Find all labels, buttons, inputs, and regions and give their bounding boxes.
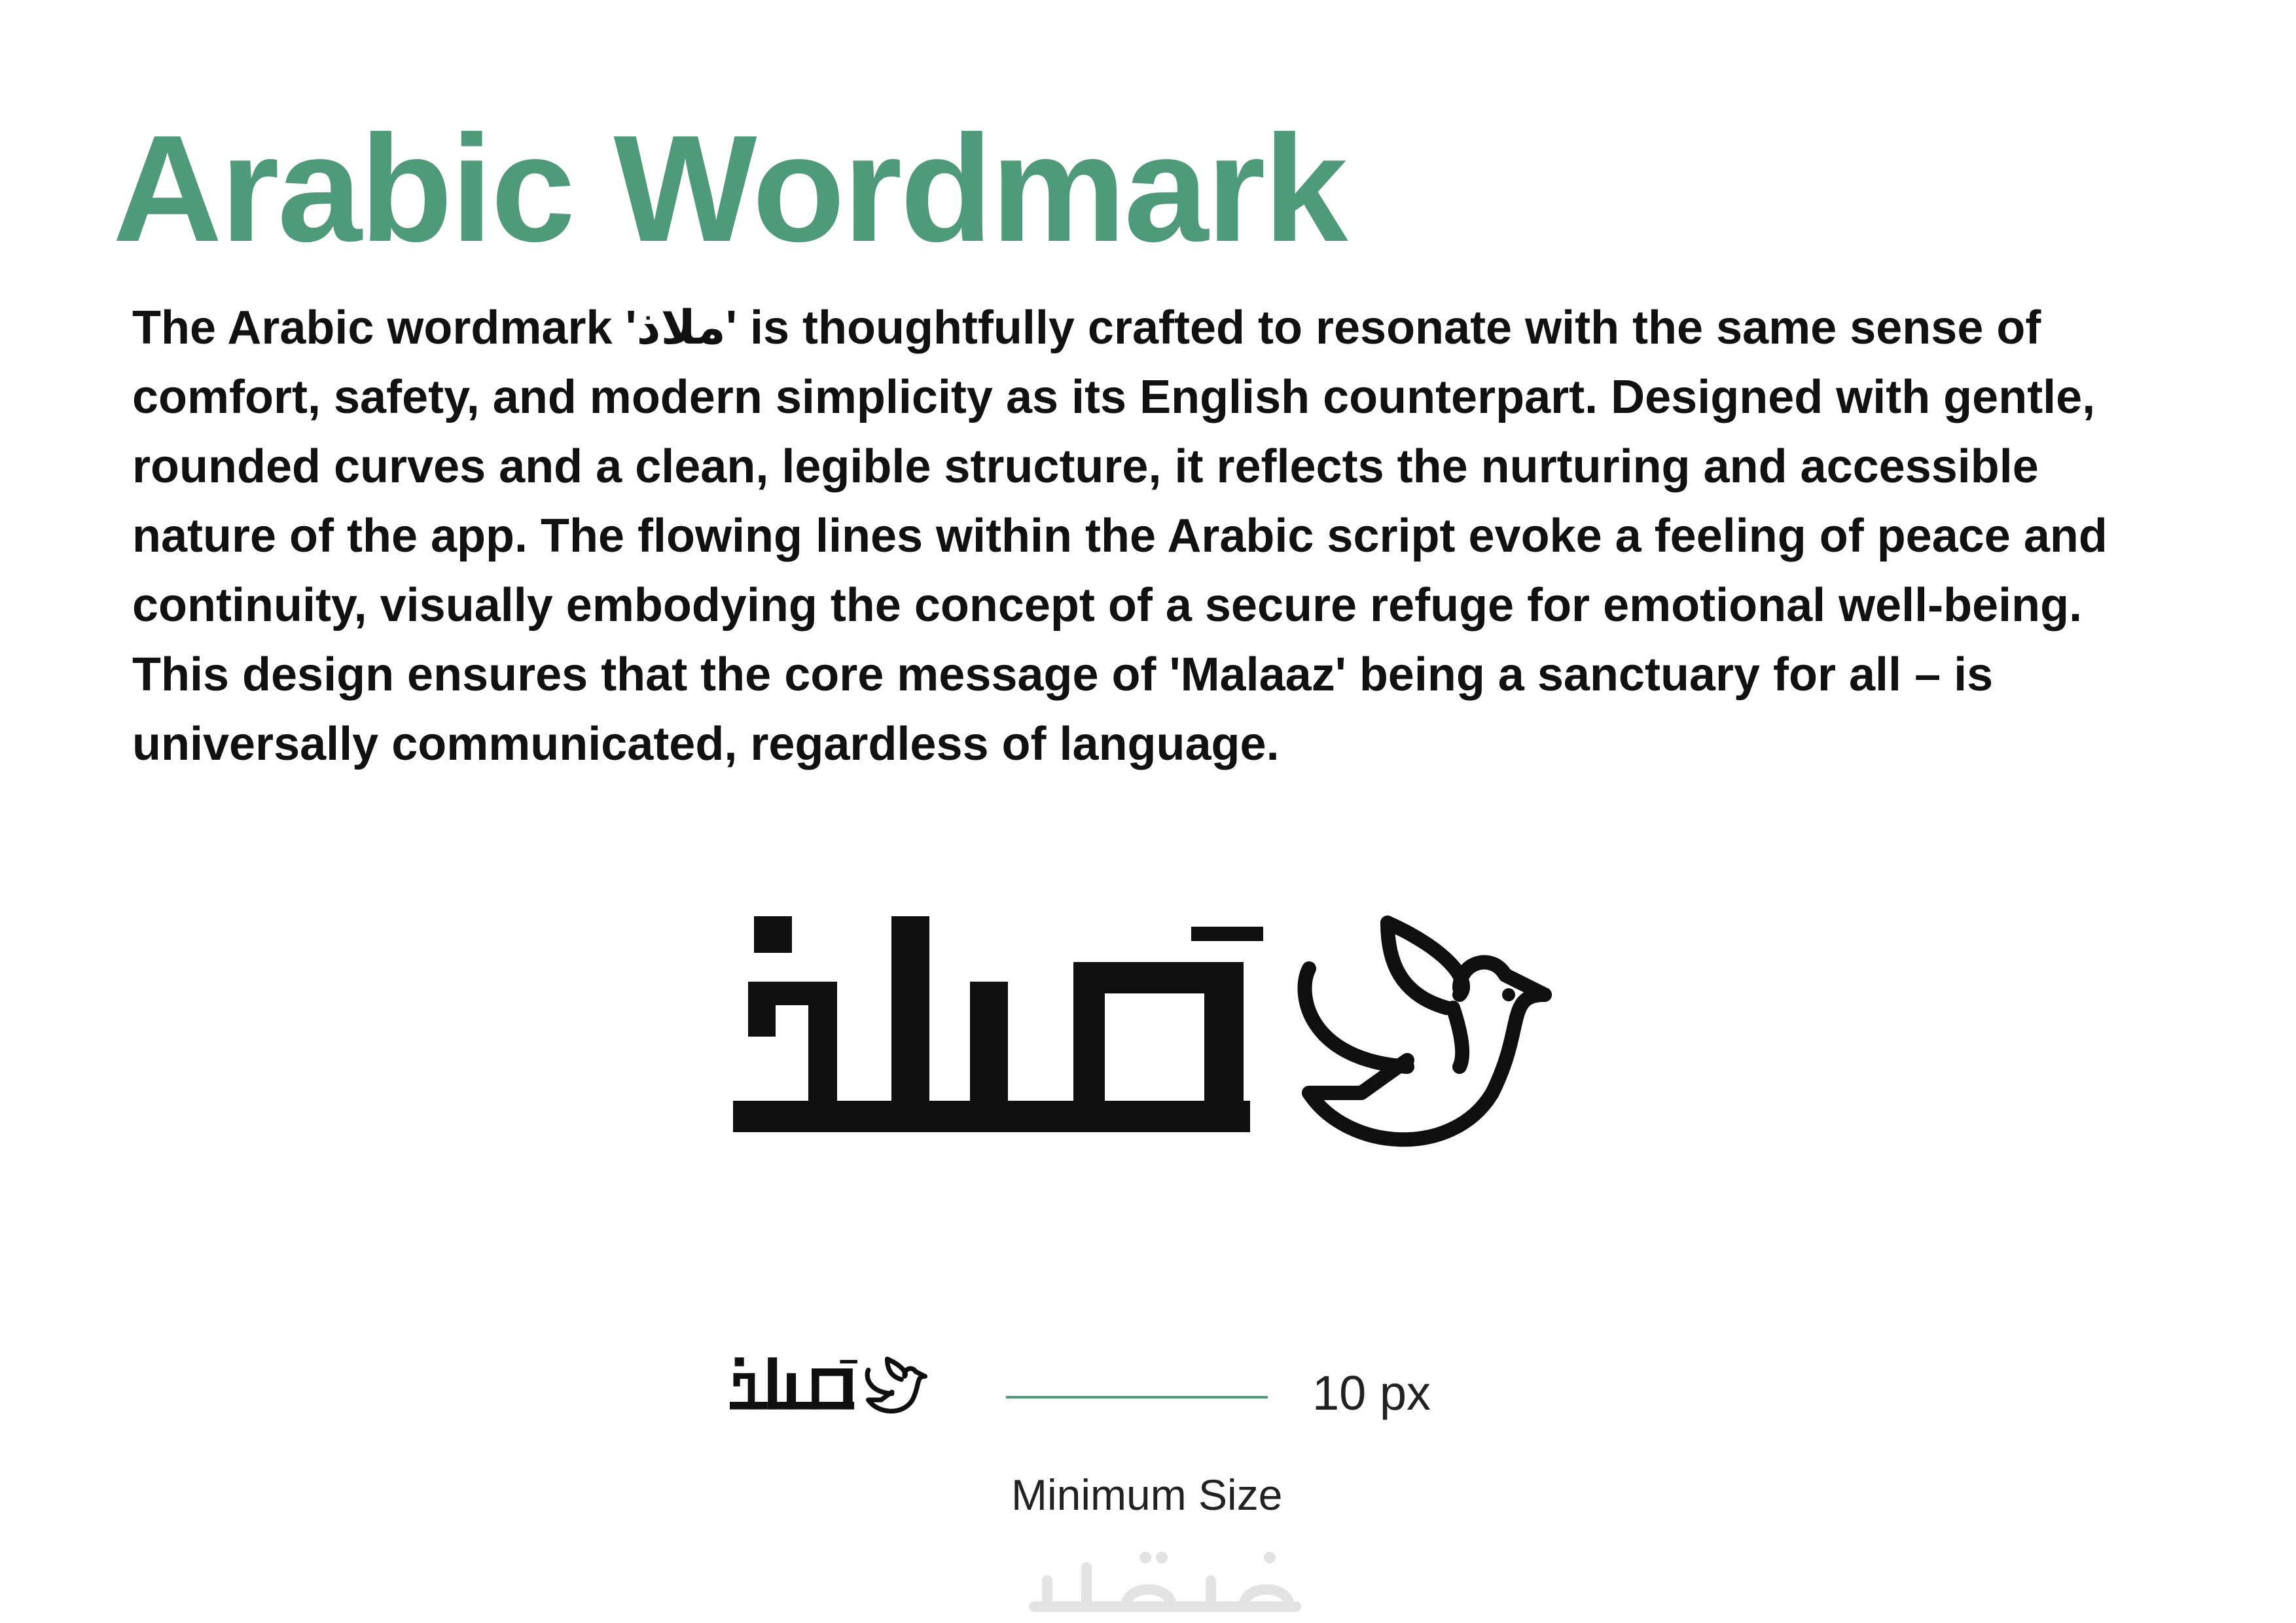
arabic-wordmark-small bbox=[730, 1348, 939, 1423]
min-size-value: 10 px bbox=[1312, 1366, 1431, 1420]
description-paragraph: The Arabic wordmark 'ملاذ' is thoughtfully crafted to resonate with the same sense of comfort, safety, and modern simplicity as its English counterpart. Designed with gentle, rounded curves and a clean, legible structure, it reflects the nurturing and accessible nature of the app. The flowing lines within the Arabic script evoke a feeling of peace and continuity, visually embodying the concept of a secure refuge for emotional well-being. This design ensures that the core message of 'Malaaz' being a sanctuary for all – is universally communicated, regardless of language. bbox=[132, 302, 2108, 770]
arabic-wordmark-logo bbox=[733, 897, 1604, 1171]
dove-eye-icon bbox=[1502, 988, 1515, 1001]
wordmark-letters bbox=[733, 916, 1263, 1132]
size-indicator-line bbox=[1006, 1396, 1268, 1399]
dove-icon bbox=[1305, 923, 1545, 1139]
watermark-logo bbox=[1021, 1544, 1309, 1616]
min-size-label: Minimum Size bbox=[1011, 1471, 1283, 1519]
dove-icon-small bbox=[867, 1359, 925, 1412]
page-title: Arabic Wordmark bbox=[113, 104, 1346, 274]
